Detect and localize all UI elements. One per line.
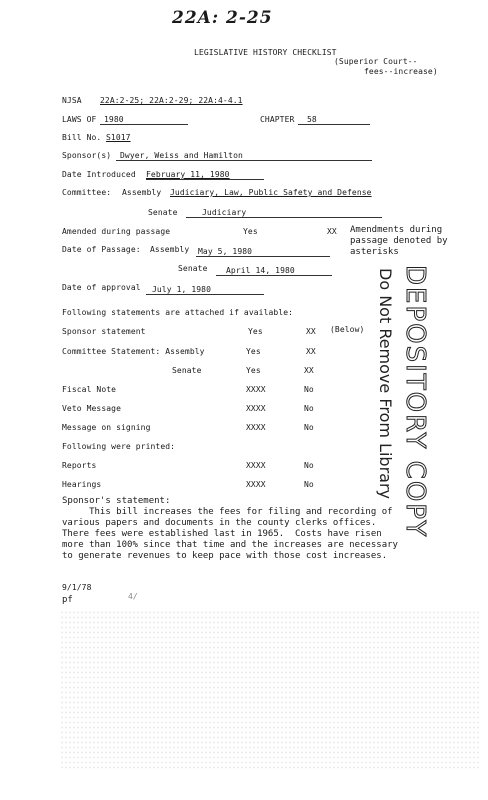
subject-note-line2: fees--increase): [364, 67, 438, 76]
date-introduced-value: February 11, 1980: [146, 170, 230, 179]
statement-row-label: Sponsor statement: [62, 327, 146, 336]
sponsor-statement-line: various papers and documents in the county clerks offices.: [62, 518, 377, 528]
sponsor-value: Dwyer, Weiss and Hamilton: [120, 151, 243, 160]
footer-initials: pf: [62, 595, 73, 605]
passage-assembly-label: Assembly: [150, 245, 190, 254]
footer-extra: 4/: [128, 592, 138, 601]
depository-stamp: [400, 265, 430, 538]
sponsor-label: Sponsor(s): [62, 151, 112, 160]
printed-row-yes: XXXX: [246, 480, 266, 489]
bill-value: S1017: [106, 133, 131, 142]
amended-yes: Yes: [243, 227, 258, 236]
statement-row-yes: Yes: [246, 366, 261, 375]
statements-intro: Following statements are attached if available:: [62, 308, 294, 317]
amended-note-line2: passage denoted by: [350, 236, 448, 246]
sponsor-statement-line: more than 100% since that time and the increases are necessary: [62, 540, 398, 550]
committee-senate-value: Judiciary: [202, 208, 247, 217]
statement-row-yes: XXXX: [246, 385, 266, 394]
printed-row-yes: XXXX: [246, 461, 266, 470]
subject-note-line1: (Superior Court--: [334, 57, 418, 66]
date-introduced-label: Date Introduced: [62, 170, 136, 179]
scan-noise: [60, 610, 480, 770]
statement-row-label: Veto Message: [62, 404, 121, 413]
statement-row-yes: Yes: [246, 347, 261, 356]
printed-row-mark: No: [304, 480, 314, 489]
statement-row-label: Senate: [172, 366, 202, 375]
stamp-line1: DEPOSITORY COPY: [400, 265, 430, 539]
statement-row-label: Committee Statement: Assembly: [62, 347, 205, 356]
statement-row-yes: XXXX: [246, 423, 266, 432]
printed-intro: Following were printed:: [62, 442, 176, 451]
sponsor-statement-line: to generate revenues to keep pace with those cost increases.: [62, 551, 388, 561]
passage-senate-value: April 14, 1980: [226, 266, 295, 275]
stamp-line2: Do Not Remove From Library: [376, 268, 395, 499]
chapter-value: 58: [307, 115, 317, 124]
statement-row-mark: XX: [306, 347, 316, 356]
committee-label: Committee:: [62, 188, 112, 197]
njsa-value: 22A:2-25; 22A:2-29; 22A:4-4.1: [100, 96, 243, 105]
passage-label: Date of Passage:: [62, 245, 141, 254]
committee-assembly-label: Assembly: [122, 188, 162, 197]
amended-note-line1: Amendments during: [350, 225, 443, 235]
statement-row-yes: Yes: [248, 327, 263, 336]
statement-row-mark: No: [304, 404, 314, 413]
amended-note-line3: asterisks: [350, 247, 399, 257]
passage-assembly-value: May 5, 1980: [198, 247, 253, 256]
statement-row-yes: XXXX: [246, 404, 266, 413]
passage-senate-label: Senate: [178, 264, 208, 273]
sponsor-statement-line: This bill increases the fees for filing and recording of: [62, 507, 393, 517]
statement-row-mark: XX: [304, 366, 314, 375]
committee-assembly-value: Judiciary, Law, Public Safety and Defense: [170, 188, 372, 197]
chapter-label: CHAPTER: [260, 115, 295, 124]
statement-row-label: Message on signing: [62, 423, 151, 432]
bill-label: Bill No.: [62, 133, 102, 142]
laws-of-value: 1980: [104, 115, 124, 124]
printed-row-mark: No: [304, 461, 314, 470]
printed-row-label: Reports: [62, 461, 97, 470]
sponsor-statement-heading: Sponsor's statement:: [62, 496, 171, 506]
document-title: LEGISLATIVE HISTORY CHECKLIST: [194, 48, 337, 57]
printed-row-label: Hearings: [62, 480, 102, 489]
statement-row-mark: No: [304, 423, 314, 432]
statement-row-label: Fiscal Note: [62, 385, 117, 394]
approval-label: Date of approval: [62, 283, 141, 292]
statement-row-extra: (Below): [330, 325, 365, 334]
handwritten-statute-number: 22A: 2-25: [172, 8, 273, 28]
footer-date: 9/1/78: [62, 583, 92, 592]
statement-row-mark: XX: [306, 327, 316, 336]
statement-row-mark: No: [304, 385, 314, 394]
committee-senate-label: Senate: [148, 208, 178, 217]
njsa-label: NJSA: [62, 96, 82, 105]
laws-of-label: LAWS OF: [62, 115, 97, 124]
amended-label: Amended during passage: [62, 227, 171, 236]
amended-mark: XX: [327, 227, 337, 236]
approval-value: July 1, 1980: [152, 285, 211, 294]
sponsor-statement-line: There fees were established last in 1965. Costs have risen: [62, 529, 382, 539]
